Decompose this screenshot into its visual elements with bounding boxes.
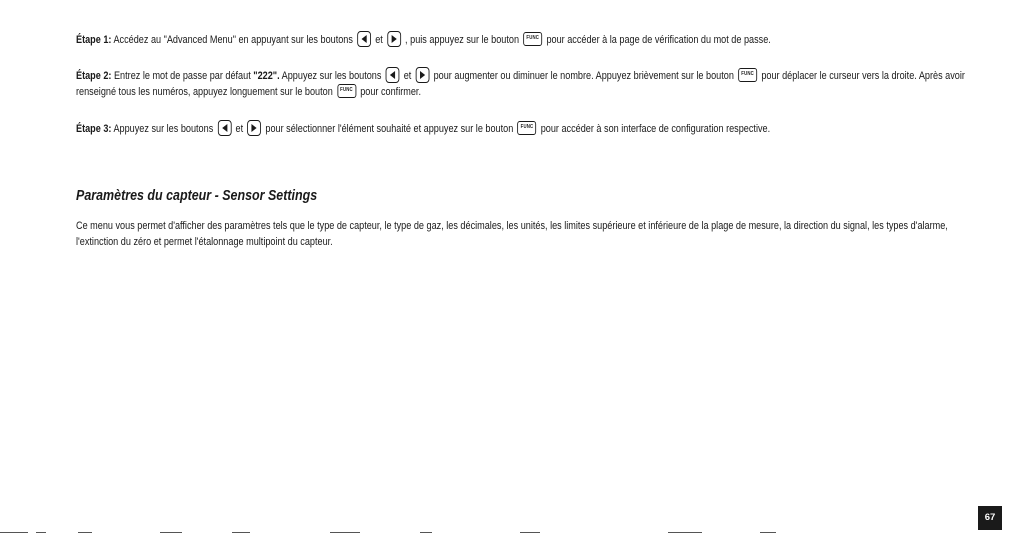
default-password: "222". [253,70,280,82]
left-arrow-key-icon [386,67,400,83]
right-arrow-key-icon [387,31,401,47]
left-arrow-key-icon [357,31,371,47]
step-2-label: Étape 2: [76,70,112,82]
step-3-text: pour accéder à son interface de configuration respective. [538,123,771,135]
step-3-paragraph [76,121,981,137]
step-1-paragraph [76,32,981,48]
step-1-label: Étape 1: [76,34,112,46]
func-key-icon: FUNC [518,121,537,135]
page-number: 67 [978,506,1002,530]
right-arrow-key-icon [247,120,261,136]
step-2-text: pour augmenter ou diminuer le nombre. Appuyez brièvement sur le bouton [431,70,737,82]
footer-divider [0,531,1009,536]
step-2-text: pour déplacer le curseur vers la droite. Après avoir renseigné tous les numéros, appuyez longuement sur le bouton [76,70,965,98]
step-2-text: pour confirmer. [357,86,421,98]
section-heading: Paramètres du capteur - Sensor Settings [76,188,318,204]
func-key-icon: FUNC [523,32,542,46]
func-key-icon: FUNC [337,84,356,98]
step-2-text: Entrez le mot de passe par défaut [111,70,254,82]
step-1-text: Accédez au "Advanced Menu" en appuyant sur les boutons [111,34,356,46]
step-3-label: Étape 3: [76,123,112,135]
func-key-icon: FUNC [738,68,757,82]
step-2-text: Appuyez sur les boutons [279,70,384,82]
step-3-text: et [232,123,246,135]
step-1-text: et [372,34,386,46]
right-arrow-key-icon [416,67,430,83]
step-1-text: pour accéder à la page de vérification du mot de passe. [543,34,771,46]
left-arrow-key-icon [218,120,232,136]
step-3-text: Appuyez sur les boutons [111,123,216,135]
step-2-text: et [401,70,414,82]
step-1-text: , puis appuyez sur le bouton [402,34,522,46]
step-2-paragraph [76,68,981,100]
step-3-text: pour sélectionner l'élément souhaité et appuyez sur le bouton [262,123,516,135]
section-body: Ce menu vous permet d'afficher des paramètres tels que le type de capteur, le type de gaz, les décimales, les unités, les limites supérieure et inférieure de la plage de mesure, la direction du signal, les types d'alarme, l'extinction du zéro et permet l'étalonnage multipoint du capteur. [76,220,948,248]
